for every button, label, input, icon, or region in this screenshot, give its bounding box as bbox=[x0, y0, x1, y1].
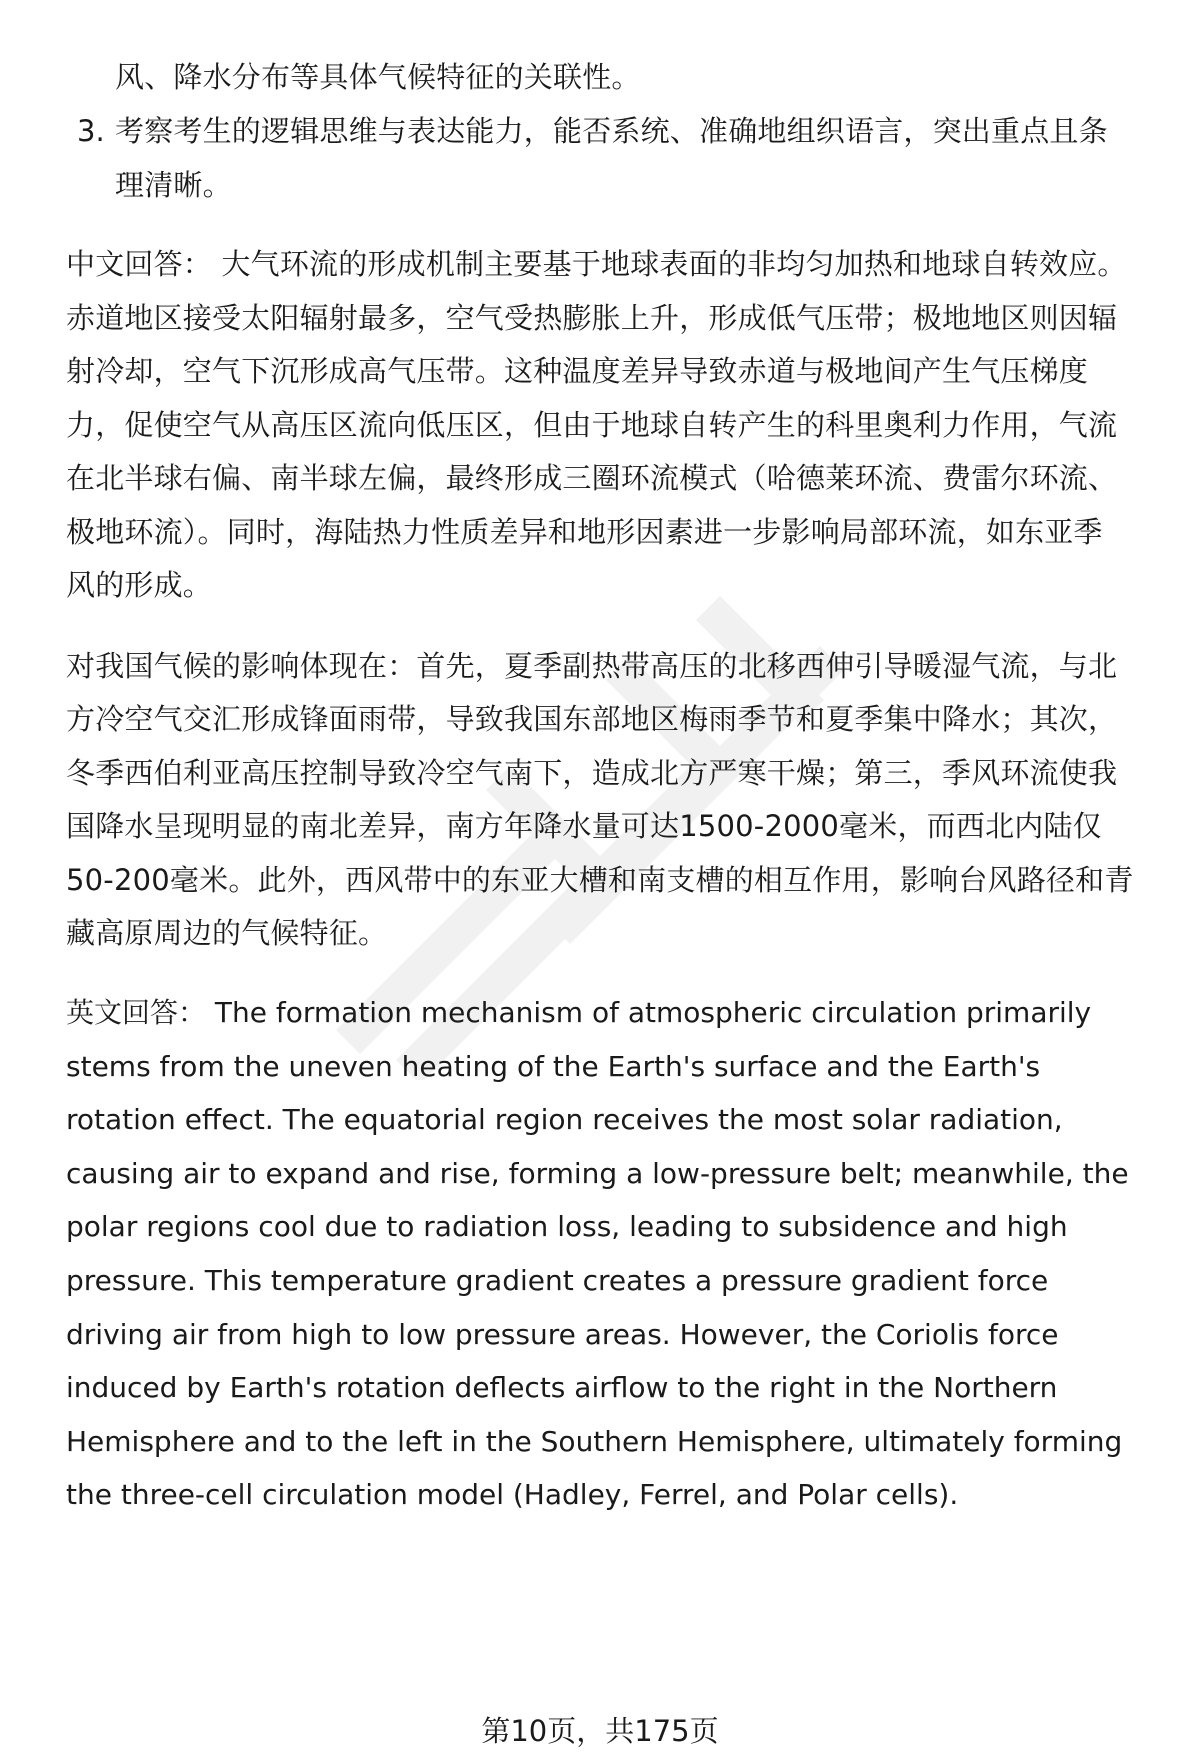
page-number-footer: 第10页，共175页 bbox=[481, 1714, 719, 1748]
text-line: 中文回答： 大气环流的形成机制主要基于地球表面的非均匀加热和地球自转效应。 bbox=[66, 247, 1127, 281]
text-line: causing air to expand and rise, forming a low-pressure belt; meanwhile, the bbox=[66, 1157, 1129, 1190]
text-line: rotation effect. The equatorial region receives the most solar radiation, bbox=[66, 1103, 1063, 1136]
text-line: 风的形成。 bbox=[66, 568, 213, 602]
text-line: polar regions cool due to radiation loss, leading to subsidence and high bbox=[66, 1210, 1068, 1243]
text-line: 方冷空气交汇形成锋面雨带，导致我国东部地区梅雨季节和夏季集中降水；其次， bbox=[66, 702, 1118, 736]
text-line: 赤道地区接受太阳辐射最多，空气受热膨胀上升，形成低气压带；极地地区则因辐 bbox=[66, 301, 1118, 335]
text-line: 风、降水分布等具体气候特征的关联性。 bbox=[115, 60, 641, 94]
text-line: 对我国气候的影响体现在：首先，夏季副热带高压的北移西伸引导暖湿气流，与北 bbox=[66, 649, 1118, 683]
text-line: 极地环流）。同时，海陆热力性质差异和地形因素进一步影响局部环流，如东亚季 bbox=[66, 515, 1103, 549]
text-line: 射冷却，空气下沉形成高气压带。这种温度差异导致赤道与极地间产生气压梯度 bbox=[66, 354, 1089, 388]
text-line: stems from the uneven heating of the Earth's surface and the Earth's bbox=[66, 1050, 1041, 1083]
text-line: 国降水呈现明显的南北差异，南方年降水量可达1500-2000毫米，而西北内陆仅 bbox=[66, 809, 1102, 843]
text-line: 力，促使空气从高压区流向低压区，但由于地球自转产生的科里奥利力作用，气流 bbox=[66, 408, 1118, 442]
text-line: 在北半球右偏、南半球左偏，最终形成三圈环流模式（哈德莱环流、费雷尔环流、 bbox=[66, 461, 1118, 495]
text-line: the three-cell circulation model (Hadley, Ferrel, and Polar cells). bbox=[66, 1478, 959, 1511]
text-line: Hemisphere and to the left in the Southern Hemisphere, ultimately forming bbox=[66, 1425, 1123, 1458]
text-line: 藏高原周边的气候特征。 bbox=[66, 916, 388, 950]
text-line: 50-200毫米。此外，西风带中的东亚大槽和南支槽的相互作用，影响台风路径和青 bbox=[66, 863, 1134, 897]
text-line: 考察考生的逻辑思维与表达能力，能否系统、准确地组织语言，突出重点且条 bbox=[115, 114, 1108, 148]
text-line: 英文回答： The formation mechanism of atmospheric circulation primarily bbox=[66, 996, 1092, 1029]
text-line: 理清晰。 bbox=[115, 168, 232, 202]
text-line: 冬季西伯利亚高压控制导致冷空气南下，造成北方严寒干燥；第三，季风环流使我 bbox=[66, 756, 1118, 790]
text-line: pressure. This temperature gradient creates a pressure gradient force bbox=[66, 1264, 1049, 1297]
list-number: 3. bbox=[77, 114, 105, 148]
text-line: driving air from high to low pressure areas. However, the Coriolis force bbox=[66, 1318, 1059, 1351]
text-line: induced by Earth's rotation deflects airflow to the right in the Northern bbox=[66, 1371, 1058, 1404]
